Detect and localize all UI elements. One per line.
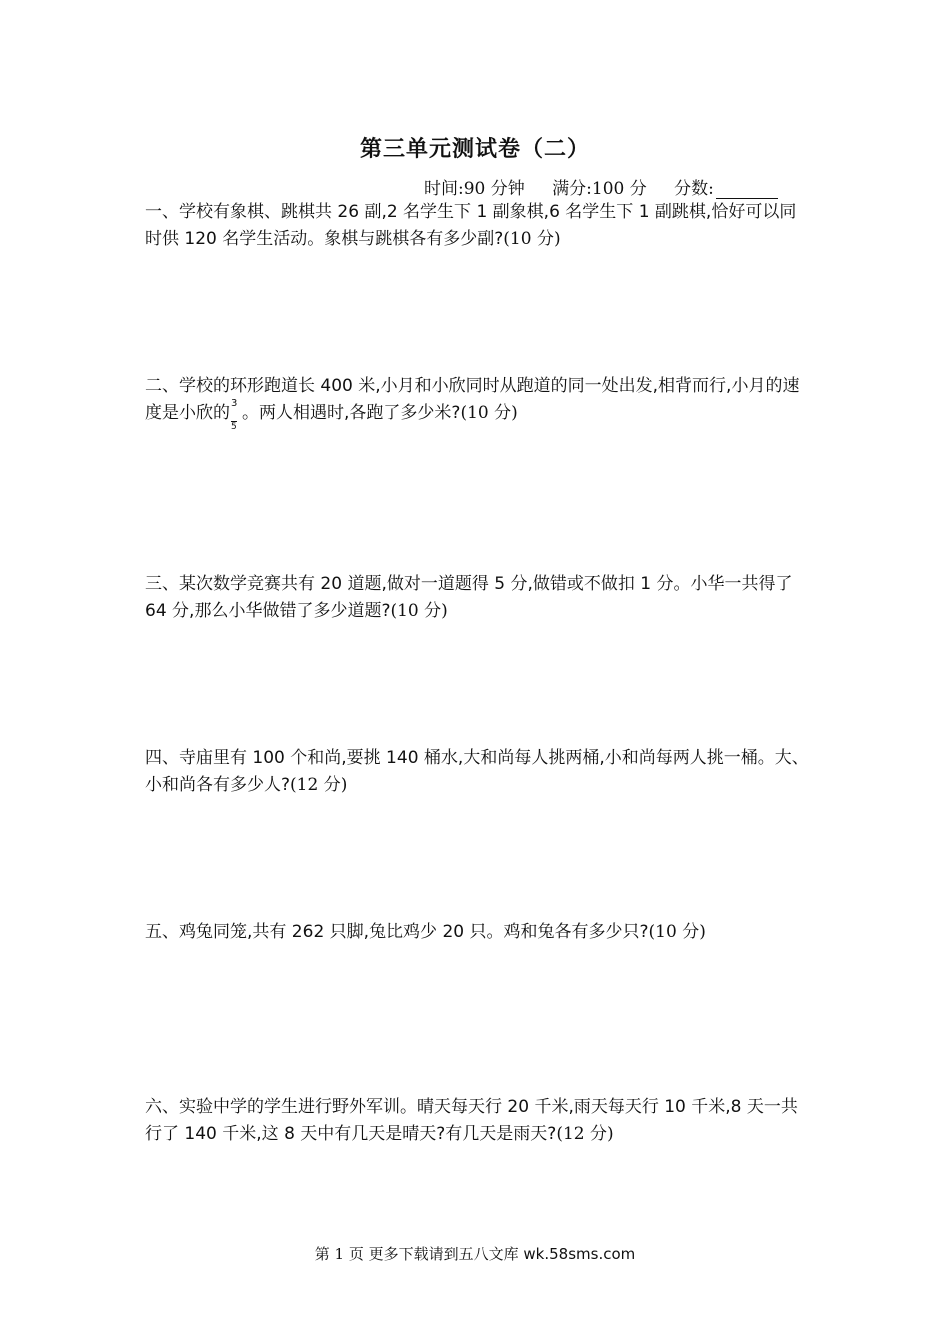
question-score: (10 分) <box>390 601 448 621</box>
question-score: (10 分) <box>503 229 561 249</box>
score-label: 分数: <box>674 179 800 199</box>
footer-page-text: 第 1 页 更多下载请到五八文库 <box>314 1245 519 1263</box>
fraction-numerator: 3 <box>231 398 238 409</box>
question-text: 六、实验中学的学生进行野外军训。晴天每天行 20 千米,雨天每天行 10 千米,8 天一共行了 140 千米,这 8 天中有几天是晴天?有几天是雨天? <box>145 1097 798 1144</box>
full-score: 满分:100 分 <box>552 179 647 199</box>
fraction <box>230 398 242 432</box>
question-3 <box>145 571 810 625</box>
question-text-cont: 。两人相遇时,各跑了多少米? <box>242 403 461 423</box>
question-6 <box>145 1094 810 1148</box>
question-text: 三、某次数学竞赛共有 20 道题,做对一道题得 5 分,做错或不做扣 1 分。小华一共得了 64 分,那么小华做错了多少道题? <box>145 574 793 621</box>
question-score: (10 分) <box>648 922 706 942</box>
question-4 <box>145 745 810 799</box>
question-2 <box>145 373 810 432</box>
question-text: 一、学校有象棋、跳棋共 26 副,2 名学生下 1 副象棋,6 名学生下 1 副跳棋,恰好可以同时供 120 名学生活动。象棋与跳棋各有多少副? <box>145 202 797 249</box>
question-score: (10 分) <box>460 403 518 423</box>
footer-site-link[interactable]: wk.58sms.com <box>523 1245 636 1263</box>
question-5 <box>145 919 810 946</box>
time-limit: 时间:90 分钟 <box>424 179 525 199</box>
score-blank-line <box>716 181 778 199</box>
question-score: (12 分) <box>290 775 348 795</box>
page-title: 第三单元测试卷（二） <box>359 136 590 162</box>
page-footer <box>0 1243 950 1264</box>
exam-meta <box>424 174 800 199</box>
question-score: (12 分) <box>556 1124 614 1144</box>
question-1 <box>145 199 810 253</box>
question-text: 四、寺庙里有 100 个和尚,要挑 140 桶水,大和尚每人挑两桶,小和尚每两人挑一桶。大、小和尚各有多少人? <box>145 748 809 795</box>
question-text: 五、鸡兔同笼,共有 262 只脚,兔比鸡少 20 只。鸡和兔各有多少只? <box>145 922 649 942</box>
question-text: 二、学校的环形跑道长 400 米,小月和小欣同时从跑道的同一处出发,相背而行,小月的速度是小欣的 <box>145 376 800 423</box>
fraction-denominator: 5 <box>231 422 237 432</box>
